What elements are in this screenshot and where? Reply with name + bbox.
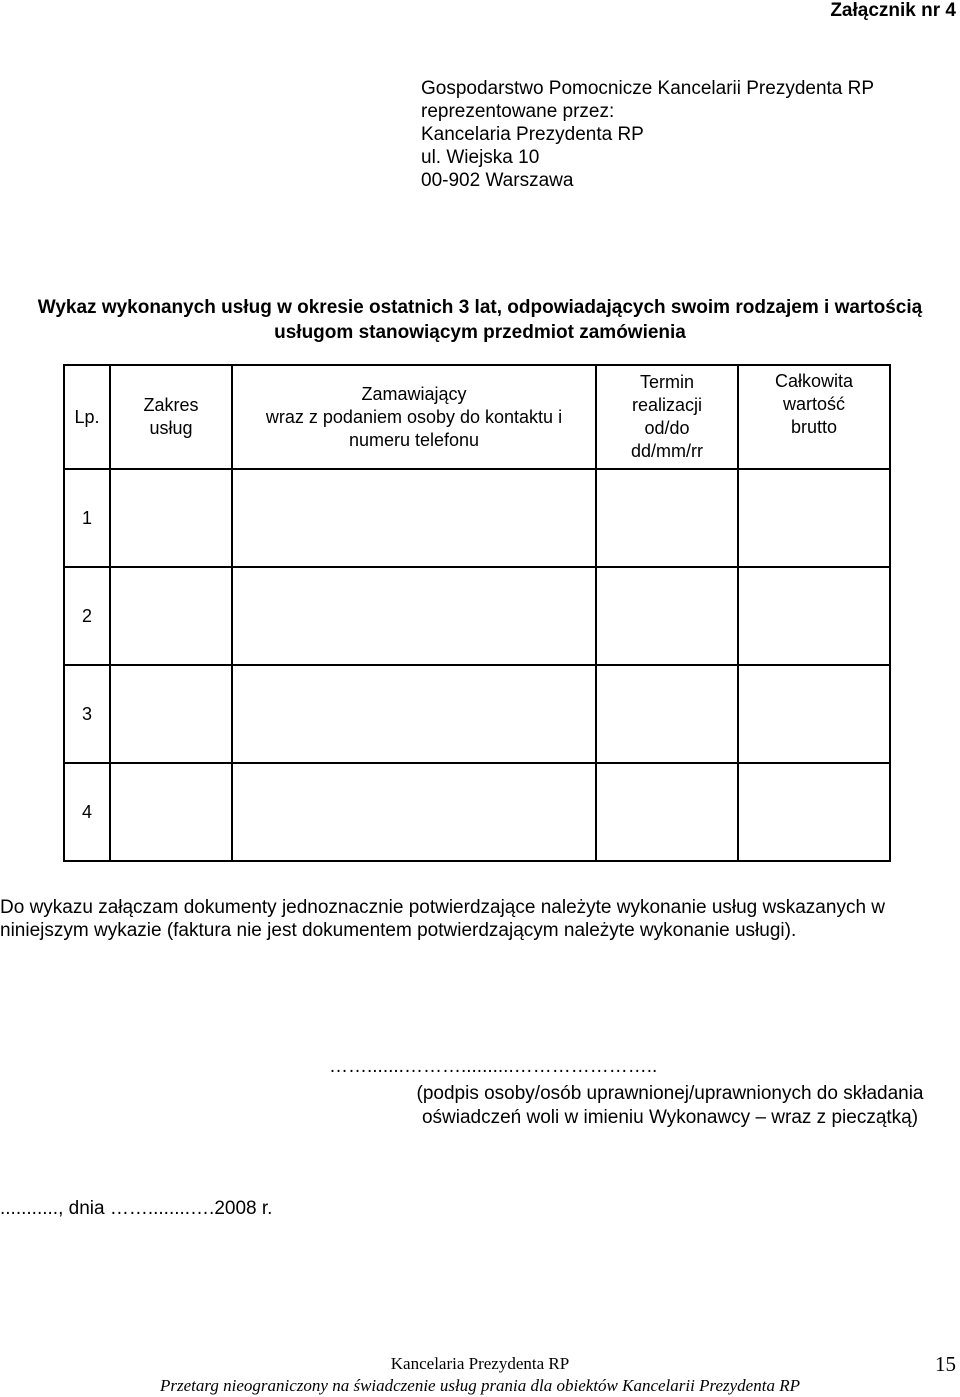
- cell-zamawiajacy[interactable]: [232, 665, 596, 763]
- page-number: 15: [935, 1352, 956, 1376]
- header-zakres-line: Zakres: [143, 395, 199, 415]
- title-line-1: Wykaz wykonanych usług w okresie ostatnich 3 lat, odpowiadających swoim rodzajem i wartością: [37, 297, 923, 318]
- header-wartosc-line: brutto: [790, 417, 838, 437]
- header-zakres: [110, 365, 232, 469]
- title-line-2: usługom stanowiącym przedmiot zamówienia: [274, 322, 686, 343]
- address-line: Gospodarstwo Pomocnicze Kancelarii Prezydenta RP: [421, 78, 875, 99]
- cell-wartosc[interactable]: [738, 763, 890, 861]
- header-termin: [596, 365, 738, 469]
- cell-wartosc[interactable]: [738, 469, 890, 567]
- table-row: [64, 469, 890, 567]
- table-header-row: [64, 365, 890, 469]
- table-row: [64, 665, 890, 763]
- header-termin-line: od/do: [644, 418, 690, 438]
- cell-termin[interactable]: [596, 665, 738, 763]
- cell-lp: 3: [64, 665, 110, 763]
- footer-line-2: Przetarg nieograniczony na świadczenie usług prania dla obiektów Kancelarii Prezydenta RP: [160, 1376, 800, 1395]
- annex-label: Załącznik nr 4: [830, 0, 956, 21]
- table-row: [64, 763, 890, 861]
- page-footer: [0, 1353, 960, 1397]
- cell-zamawiajacy[interactable]: [232, 469, 596, 567]
- header-wartosc-line: Całkowita: [774, 371, 854, 391]
- cell-wartosc[interactable]: [738, 567, 890, 665]
- cell-zakres[interactable]: [110, 469, 232, 567]
- cell-termin[interactable]: [596, 567, 738, 665]
- address-line: reprezentowane przez:: [421, 101, 615, 122]
- cell-lp: 4: [64, 763, 110, 861]
- header-termin-line: dd/mm/rr: [631, 441, 703, 461]
- cell-lp: 1: [64, 469, 110, 567]
- date-place-line[interactable]: ..........., dnia ……........….2008 r.: [0, 1198, 273, 1219]
- cell-zakres[interactable]: [110, 665, 232, 763]
- header-wartosc: [738, 365, 890, 469]
- cell-zakres[interactable]: [110, 763, 232, 861]
- signature-line[interactable]: …….......………..........…………………..: [329, 1056, 658, 1077]
- cell-zamawiajacy[interactable]: [232, 763, 596, 861]
- footer-line-1: Kancelaria Prezydenta RP: [390, 1354, 570, 1373]
- cell-termin[interactable]: [596, 469, 738, 567]
- attachment-note: [0, 896, 960, 942]
- cell-lp: 2: [64, 567, 110, 665]
- signature-caption: [380, 1082, 960, 1130]
- header-zakres-line: usług: [149, 418, 193, 438]
- header-zamawiajacy: [232, 365, 596, 469]
- header-termin-line: Termin: [639, 372, 694, 392]
- address-line: 00-902 Warszawa: [421, 170, 574, 191]
- cell-zamawiajacy[interactable]: [232, 567, 596, 665]
- signature-caption-line-2: oświadczeń woli w imieniu Wykonawcy – wraz z pieczątką): [421, 1107, 919, 1128]
- header-zamawiajacy-line: wraz z podaniem osoby do kontaktu i: [265, 406, 563, 427]
- address-line: Kancelaria Prezydenta RP: [421, 124, 644, 145]
- cell-wartosc[interactable]: [738, 665, 890, 763]
- header-zamawiajacy-line: numeru telefonu: [348, 429, 480, 450]
- document-title: [0, 295, 960, 345]
- header-lp: Lp.: [64, 365, 110, 469]
- note-line-1: Do wykazu załączam dokumenty jednoznacznie potwierdzające należyte wykonanie usług wskazanych w: [0, 897, 886, 918]
- cell-zakres[interactable]: [110, 567, 232, 665]
- services-table: [63, 364, 891, 862]
- header-termin-line: realizacji: [631, 395, 703, 415]
- header-wartosc-line: wartość: [782, 394, 845, 414]
- address-block: [421, 77, 874, 192]
- cell-termin[interactable]: [596, 763, 738, 861]
- header-zamawiajacy-line: Zamawiający: [361, 383, 467, 404]
- signature-caption-line-1: (podpis osoby/osób uprawnionej/uprawnionych do składania: [416, 1083, 924, 1104]
- note-line-2: niniejszym wykazie (faktura nie jest dokumentem potwierdzającym należyte wykonanie usługi).: [0, 920, 797, 941]
- address-line: ul. Wiejska 10: [421, 147, 540, 168]
- table-row: [64, 567, 890, 665]
